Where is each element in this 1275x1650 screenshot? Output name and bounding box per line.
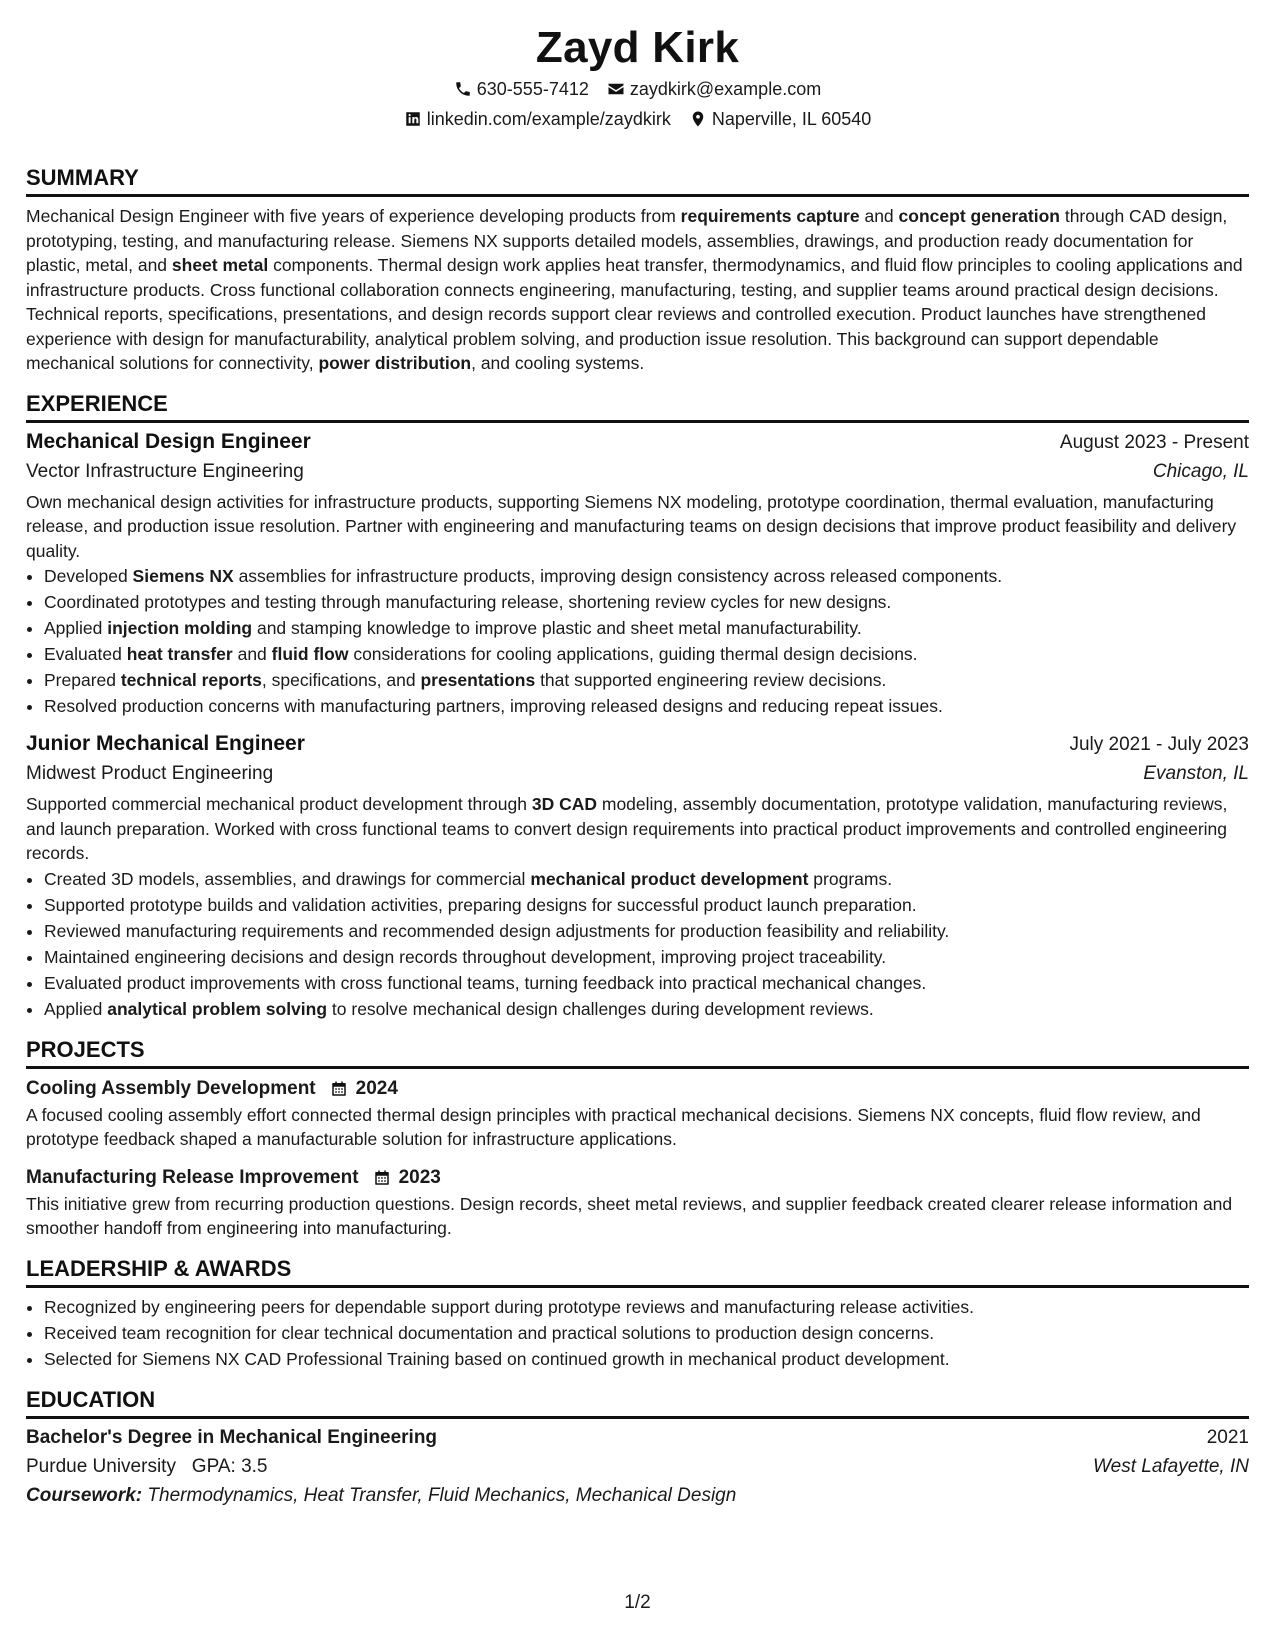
school-info	[26, 1452, 267, 1481]
bold-text: 3D CAD	[531, 794, 597, 814]
resume-page	[26, 0, 1249, 1510]
phone-contact	[454, 74, 589, 104]
bold-text: sheet metal	[171, 255, 269, 275]
location-contact	[689, 104, 871, 134]
bold-text: requirements capture	[680, 206, 860, 226]
job-entry	[26, 427, 1249, 720]
education-subheader	[26, 1452, 1249, 1481]
job-dates: August 2023 - Present	[1059, 431, 1249, 453]
text-segment: Maintained engineering decisions and design records throughout development, improving project traceability.	[44, 946, 887, 967]
email-text[interactable]: zaydkirk@example.com	[629, 79, 822, 99]
job-header	[26, 427, 1249, 458]
list-item	[44, 996, 1249, 1022]
job-location: Evanston, IL	[1143, 763, 1249, 784]
list-item	[44, 970, 1249, 996]
job-title: Mechanical Design Engineer	[26, 429, 311, 453]
experience-heading: EXPERIENCE	[26, 390, 1249, 423]
calendar-icon	[373, 1169, 391, 1187]
text-segment: Applied	[44, 998, 108, 1019]
bold-text: heat transfer	[126, 644, 233, 664]
text-segment: Prepared	[44, 670, 121, 690]
leadership-heading: LEADERSHIP & AWARDS	[26, 1255, 1249, 1288]
text-segment: Mechanical Design Engineer with five years of experience developing products from	[26, 206, 681, 226]
text-segment: components. Thermal design work applies heat transfer, thermodynamics, and fluid flow principles to cooling applications and infrastructure products. Cross functional collaboration connects engineering, manufacturing, testing, and supplier teams around practical design decisions. Technical reports, specifications, presentations, and design records support clear reviews and controlled execution. Product launches have strengthened experience with design for manufacturability, analytical problem solving, and production issue resolution. This background can support dependable mechanical solutions for connectivity,	[26, 255, 1243, 373]
summary-heading: SUMMARY	[26, 164, 1249, 197]
text-segment: Coordinated prototypes and testing through manufacturing release, shortening review cycles for new designs.	[44, 592, 892, 612]
candidate-name: Zayd Kirk	[535, 23, 740, 72]
linkedin-contact[interactable]	[404, 104, 671, 134]
project-description: This initiative grew from recurring production questions. Design records, sheet metal reviews, and supplier feedback created clearer release information and smoother handoff from engineering into manufacturing.	[26, 1193, 1233, 1238]
page-number: 1/2	[624, 1592, 651, 1613]
text-segment: Evaluated	[44, 644, 127, 664]
list-item	[44, 892, 1249, 918]
text-segment: Resolved production concerns with manufacturing partners, improving released designs and reducing repeat issues.	[44, 696, 943, 716]
email-contact[interactable]	[607, 74, 821, 104]
list-item	[44, 563, 1249, 589]
job-description	[26, 792, 1249, 866]
text-segment: Supported commercial mechanical product development through	[26, 794, 532, 814]
bold-text: injection molding	[107, 618, 253, 638]
job-bullets	[26, 866, 1249, 1022]
phone-text: 630-555-7412	[476, 79, 589, 99]
bold-text: Siemens NX	[132, 566, 234, 586]
text-segment: Evaluated product improvements with cross functional teams, turning feedback into practical mechanical changes.	[44, 972, 927, 993]
text-segment: , and cooling systems.	[471, 353, 645, 373]
leadership-section	[26, 1255, 1249, 1372]
bold-text: fluid flow	[271, 644, 349, 664]
job-entry	[26, 729, 1249, 1022]
text-segment: Created 3D models, assemblies, and drawings for commercial	[44, 868, 531, 889]
graduation-year: 2021	[1206, 1426, 1249, 1448]
job-location: Chicago, IL	[1152, 460, 1249, 482]
degree: Bachelor's Degree in Mechanical Engineering	[26, 1426, 438, 1448]
job-subheader	[26, 458, 1249, 486]
summary-section	[26, 164, 1249, 376]
phone-icon	[454, 80, 472, 98]
job-dates: July 2021 - July 2023	[1069, 734, 1249, 755]
bold-text: power distribution	[318, 353, 472, 373]
text-segment: and stamping knowledge to improve plastic and sheet metal manufacturability.	[252, 618, 862, 638]
bold-text: analytical problem solving	[107, 998, 328, 1019]
projects-heading: PROJECTS	[26, 1036, 1249, 1069]
project-year: 2023	[398, 1166, 441, 1188]
project-entry	[26, 1164, 1249, 1241]
experience-section	[26, 390, 1249, 1022]
location-text: Naperville, IL 60540	[711, 109, 872, 129]
text-segment: to resolve mechanical design challenges during development reviews.	[327, 998, 874, 1019]
calendar-icon	[330, 1080, 348, 1098]
project-entry	[26, 1075, 1249, 1152]
list-item	[44, 693, 1249, 719]
text-segment: that supported engineering review decisions.	[535, 670, 887, 690]
list-item: • Selected for Siemens NX CAD Professional Training based on continued growth in mechanical product development.	[44, 1346, 1249, 1372]
text-segment: programs.	[808, 868, 893, 889]
list-item	[44, 641, 1249, 667]
text-segment: Supported prototype builds and validation activities, preparing designs for successful product launch preparation.	[44, 894, 917, 915]
text-segment: assemblies for infrastructure products, improving design consistency across released components.	[233, 566, 1003, 586]
project-name: Cooling Assembly Development	[26, 1077, 316, 1099]
project-name: Manufacturing Release Improvement	[26, 1166, 359, 1188]
education-heading: EDUCATION	[26, 1386, 1249, 1419]
school-location: West Lafayette, IN	[1093, 1455, 1249, 1477]
school-name: Purdue University	[26, 1455, 176, 1477]
job-subheader	[26, 760, 1249, 788]
map-pin-icon	[689, 110, 707, 128]
project-description: A focused cooling assembly effort connected thermal design principles with practical mechanical decisions. Siemens NX concepts, fluid flow review, and prototype feedback shaped a manufacturable solution for infrastructure applications.	[26, 1104, 1201, 1149]
education-section	[26, 1386, 1249, 1510]
job-bullets	[26, 563, 1249, 719]
projects-section	[26, 1036, 1249, 1241]
text-segment: , specifications, and	[261, 670, 421, 690]
linkedin-icon	[404, 110, 422, 128]
job-company: Vector Infrastructure Engineering	[26, 460, 304, 482]
bold-text: technical reports	[120, 670, 262, 690]
linkedin-text[interactable]: linkedin.com/example/zaydkirk	[426, 109, 671, 129]
list-item: • Received team recognition for clear technical documentation and practical solutions to production design concerns.	[44, 1320, 1249, 1346]
text-segment: and	[232, 644, 272, 664]
job-company: Midwest Product Engineering	[26, 763, 274, 784]
education-header	[26, 1423, 1249, 1452]
project-header	[26, 1164, 1249, 1192]
list-item	[44, 667, 1249, 693]
contact-row-2	[26, 104, 1249, 134]
list-item	[44, 866, 1249, 892]
job-title: Junior Mechanical Engineer	[26, 732, 305, 755]
text-segment: modeling, assembly documentation, prototype validation, manufacturing reviews, and launch preparation. Worked with cross functional teams to convert design requirements into practical product improvements and controlled engineering records.	[26, 794, 1228, 863]
list-item	[44, 615, 1249, 641]
coursework	[26, 1481, 1249, 1510]
job-description	[26, 490, 1249, 564]
text-segment: considerations for cooling applications, guiding thermal design decisions.	[348, 644, 918, 664]
coursework-list: Thermodynamics, Heat Transfer, Fluid Mechanics, Mechanical Design	[142, 1484, 737, 1506]
gpa: GPA: 3.5	[191, 1455, 268, 1477]
contact-row-1	[26, 74, 1249, 104]
text-segment: Reviewed manufacturing requirements and recommended design adjustments for production feasibility and reliability.	[44, 920, 950, 941]
list-item: • Recognized by engineering peers for dependable support during prototype reviews and manufacturing release activities.	[44, 1294, 1249, 1320]
leadership-bullets	[26, 1294, 1249, 1372]
text-segment: Own mechanical design activities for infrastructure products, supporting Siemens NX modeling, prototype coordination, thermal evaluation, manufacturing release, and production issue resolution. Partner with engineering and manufacturing teams on design decisions that improve product feasibility and delivery quality.	[26, 491, 1237, 561]
bold-text: mechanical product development	[530, 868, 809, 889]
bold-text: concept generation	[898, 206, 1060, 226]
text-segment: and	[859, 206, 899, 226]
bold-text: presentations	[420, 670, 536, 690]
project-header	[26, 1075, 1249, 1103]
summary-text	[26, 204, 1249, 376]
text-segment: Developed	[44, 566, 133, 586]
envelope-icon	[607, 80, 625, 98]
list-item	[44, 944, 1249, 970]
project-year: 2024	[355, 1077, 398, 1099]
list-item	[44, 918, 1249, 944]
list-item	[44, 589, 1249, 615]
text-segment: Applied	[44, 618, 108, 638]
job-header	[26, 729, 1249, 760]
text-segment: through CAD design, prototyping, testing, and manufacturing release. Siemens NX supports detailed models, assemblies, drawings, and production ready documentation for plastic, metal, and	[26, 206, 1228, 275]
coursework-label: Coursework:	[26, 1484, 143, 1506]
